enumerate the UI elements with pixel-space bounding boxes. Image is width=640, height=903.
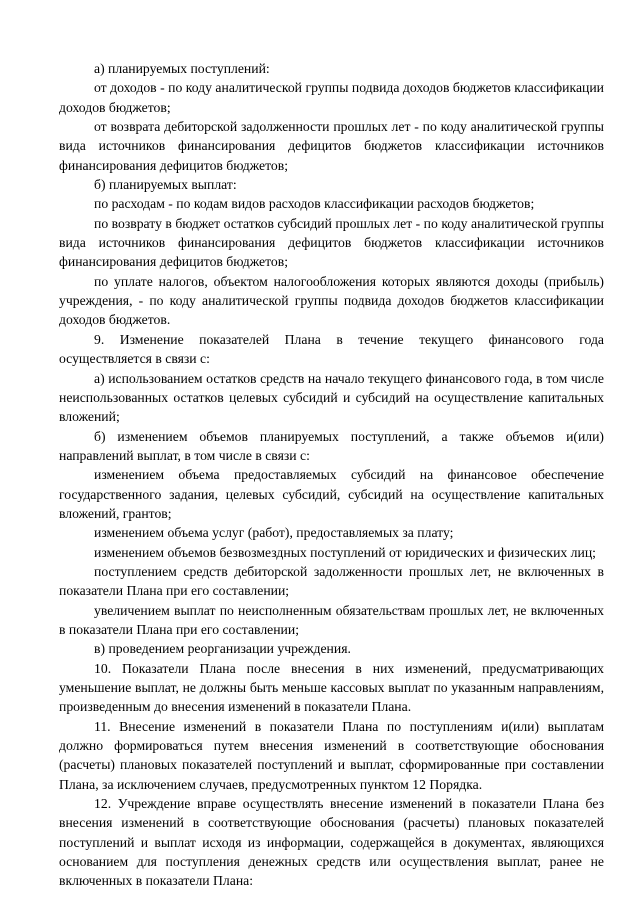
paragraph: от возврата дебиторской задолженности прошлых лет - по коду аналитической группы вида источников финансирования дефицитов бюджетов классификации источников финансирования дефицитов бюджетов;	[59, 119, 604, 173]
paragraph: б) изменением объемов планируемых поступлений, а также объемов и(или) направлений выплат, в том числе в связи с:	[59, 428, 604, 463]
paragraph: 11. Внесение изменений в показатели Плана по поступлениям и(или) выплатам должно формироваться путем внесения изменений в соответствующие обоснования (расчеты) плановых показателей поступлений и выплат, сформированные при составлении Плана, за исключением случаев, предусмотренных пунктом 12 Порядка.	[59, 718, 604, 792]
paragraph: в) проведением реорганизации учреждения.	[94, 641, 351, 657]
paragraph: увеличением выплат по неисполненным обязательствам прошлых лет, не включенных в показатели Плана при его составлении;	[59, 602, 604, 637]
paragraph: б) планируемых выплат:	[94, 177, 237, 193]
paragraph: а) использованием остатков средств на начало текущего финансового года, в том числе неиспользованных остатков целевых субсидий и субсидий на осуществление капитальных вложений;	[59, 370, 604, 425]
paragraph: изменением объема услуг (работ), предоставляемых за плату;	[94, 525, 454, 541]
paragraph: 10. Показатели Плана после внесения в них изменений, предусматривающих уменьшение выплат, не должны быть меньше кассовых выплат по указанным направлениям, произведенным до внесения изменений в показатели Плана.	[59, 660, 604, 715]
paragraph: изменением объемов безвозмездных поступлений от юридических и физических лиц;	[94, 544, 596, 560]
paragraph: а) планируемых поступлений:	[94, 61, 270, 76]
paragraph: по возврату в бюджет остатков субсидий прошлых лет - по коду аналитической группы вида источников финансирования дефицитов бюджетов классификации источников финансирования дефицитов бюджетов;	[59, 215, 604, 270]
paragraph: по уплате налогов, объектом налогообложения которых являются доходы (прибыль) учреждения, - по коду аналитической группы подвида доходов бюджетов классификации доходов бюджетов.	[59, 273, 604, 328]
paragraph: изменением объема предоставляемых субсидий на финансовое обеспечение государственного задания, целевых субсидий, субсидий на осуществление капитальных вложений, грантов;	[59, 467, 604, 521]
paragraph: 12. Учреждение вправе осуществлять внесение изменений в показатели Плана без внесения изменений в соответствующие обоснования (расчеты) плановых показателей поступлений и выплат исходя из информации, содержащейся в документах, являющихся основанием для поступления денежных средств или осуществления выплат, ранее не включенных в показатели Плана:	[59, 796, 604, 889]
paragraph: по расходам - по кодам видов расходов классификации расходов бюджетов;	[94, 196, 535, 212]
paragraph: 9. Изменение показателей Плана в течение текущего финансового года осуществляется в связи с:	[59, 331, 604, 367]
paragraph: от доходов - по коду аналитической группы подвида доходов бюджетов классификации доходов бюджетов;	[59, 80, 604, 115]
paragraph: поступлением средств дебиторской задолженности прошлых лет, не включенных в показатели Плана при его составлении;	[59, 563, 604, 599]
document-page	[59, 59, 604, 891]
